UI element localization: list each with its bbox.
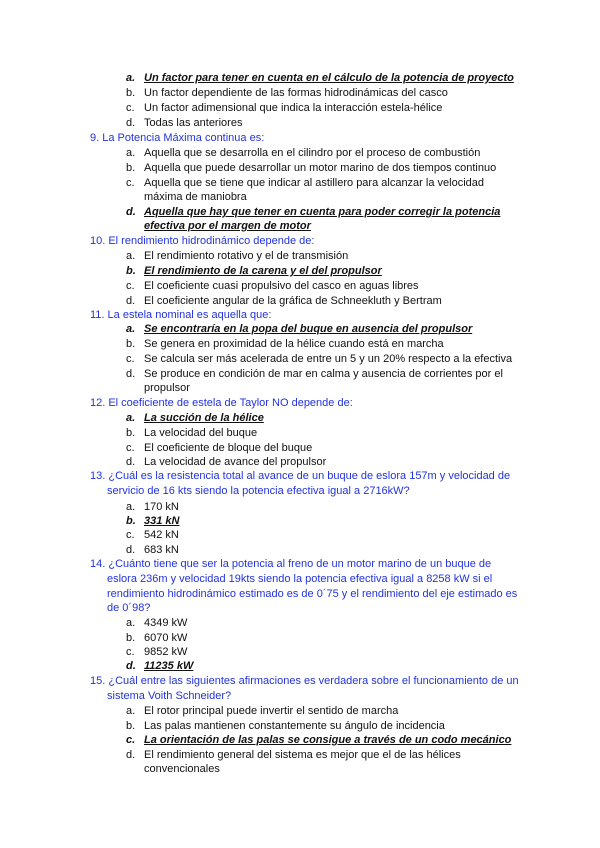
q14-title: 14. ¿Cuánto tiene que ser la potencia al freno de un motor marino de un buque de xyxy=(90,558,492,570)
q11-option-d-cont: propulsor xyxy=(144,382,190,394)
q14-option-d: d. 11235 kW xyxy=(126,660,194,672)
q15-option-d: d. El rendimiento general del sistema es mejor que el de las hélices xyxy=(126,749,461,761)
q8-option-d-text: Todas las anteriores xyxy=(144,117,243,129)
q10-title: 10. El rendimiento hidrodinámico depende de: xyxy=(90,235,315,247)
q10-option-d: d. El coeficiente angular de la gráfica de Schneekluth y Bertram xyxy=(126,295,442,307)
q13-option-b: b. 331 kN xyxy=(126,515,180,527)
q15-title-cont: sistema Voith Schneider? xyxy=(107,690,232,702)
q8-option-a: a. Un factor para tener en cuenta en el cálculo de la potencia de proyecto xyxy=(126,72,514,84)
q15-title: 15. ¿Cuál entre las siguientes afirmaciones es verdadera sobre el funcionamiento de un xyxy=(90,675,519,687)
q11-option-a: a. Se encontraría en la popa del buque en ausencia del propulsor xyxy=(126,323,473,335)
q14-option-a-text: 4349 kW xyxy=(144,617,188,629)
q12-option-a-text: La succión de la hélice xyxy=(144,412,264,424)
q11-title: 11. La estela nominal es aquella que: xyxy=(90,309,272,321)
q11-option-c: c. Se calcula ser más acelerada de entre un 5 y un 20% respecto a la efectiva xyxy=(126,353,513,365)
q9-option-c-cont: máxima de maniobra xyxy=(144,191,247,203)
q9-option-b-text: Aquella que puede desarrollar un motor marino de dos tiempos continuo xyxy=(144,162,497,174)
q15-option-a-text: El rotor principal puede invertir el sentido de marcha xyxy=(144,705,399,717)
q13-option-b-text: 331 kN xyxy=(144,515,180,527)
q9-title: 9. La Potencia Máxima continua es: xyxy=(90,132,265,144)
q15-option-d-cont: convencionales xyxy=(144,763,220,775)
q14-option-c: c. 9852 kW xyxy=(126,646,188,658)
q12-option-c-text: El coeficiente de bloque del buque xyxy=(144,442,313,454)
q15-option-c-text: La orientación de las palas se consigue a través de un codo mecánico xyxy=(144,734,512,746)
q12-option-b: b. La velocidad del buque xyxy=(126,427,258,439)
q14-option-b: b. 6070 kW xyxy=(126,632,188,644)
q13-option-d: d. 683 kN xyxy=(126,544,179,556)
q11-option-c-text: Se calcula ser más acelerada de entre un 5 y un 20% respecto a la efectiva xyxy=(144,353,513,365)
q15-option-a: a. El rotor principal puede invertir el sentido de marcha xyxy=(126,705,399,717)
q12-title: 12. El coeficiente de estela de Taylor NO depende de: xyxy=(90,397,353,409)
q8-option-d: d. Todas las anteriores xyxy=(126,117,243,129)
q12-option-d-text: La velocidad de avance del propulsor xyxy=(144,456,327,468)
q12-option-c: c. El coeficiente de bloque del buque xyxy=(126,442,313,454)
q9-option-c-text: Aquella que se tiene que indicar al astillero para alcanzar la velocidad xyxy=(144,177,484,189)
q14-title-cont-3: de 0´98? xyxy=(107,602,151,614)
q9-option-a: a. Aquella que se desarrolla en el cilindro por el proceso de combustión xyxy=(126,147,481,159)
q10-option-b: b. El rendimiento de la carena y el del propulsor xyxy=(126,265,382,277)
q10-option-c: c. El coeficiente cuasi propulsivo del casco en aguas libres xyxy=(126,280,419,292)
q13-option-c-text: 542 kN xyxy=(144,529,179,541)
q11-option-d-text: Se produce en condición de mar en calma y ausencia de corrientes por el xyxy=(144,368,503,380)
q14-option-d-text: 11235 kW xyxy=(144,660,194,672)
q10-option-a-text: El rendimiento rotativo y el de transmisión xyxy=(144,250,349,262)
q9-option-a-text: Aquella que se desarrolla en el cilindro por el proceso de combustión xyxy=(144,147,481,159)
q10-option-b-text: El rendimiento de la carena y el del propulsor xyxy=(144,265,382,277)
q10-option-c-text: El coeficiente cuasi propulsivo del casco en aguas libres xyxy=(144,280,419,292)
q14-title-cont-1: eslora 236m y velocidad 19kts siendo la potencia efectiva igual a 8258 kW si el xyxy=(107,573,493,585)
q9-option-d-cont: efectiva por el margen de motor xyxy=(144,220,311,232)
q13-option-d-text: 683 kN xyxy=(144,544,179,556)
q15-option-c: c. La orientación de las palas se consigue a través de un codo mecánico xyxy=(126,734,512,746)
q14-option-b-text: 6070 kW xyxy=(144,632,188,644)
q10-option-a: a. El rendimiento rotativo y el de transmisión xyxy=(126,250,349,262)
q8-option-b-text: Un factor dependiente de las formas hidrodinámicas del casco xyxy=(144,87,448,99)
q13-option-a-text: 170 kN xyxy=(144,501,179,513)
q8-option-a-text: Un factor para tener en cuenta en el cálculo de la potencia de proyecto xyxy=(144,72,514,84)
q12-option-a: a. La succión de la hélice xyxy=(126,412,264,424)
q8-option-c-text: Un factor adimensional que indica la interacción estela-hélice xyxy=(144,102,443,114)
q9-option-c: c. Aquella que se tiene que indicar al astillero para alcanzar la velocidad xyxy=(126,177,484,189)
q14-title-cont-2: rendimiento hidrodinámico estimado es de 0´75 y el rendimiento del eje estimado es xyxy=(107,588,518,600)
q12-option-b-text: La velocidad del buque xyxy=(144,427,258,439)
q13-option-a: a. 170 kN xyxy=(126,501,179,513)
q12-option-d: d. La velocidad de avance del propulsor xyxy=(126,456,327,468)
q15-option-d-text: El rendimiento general del sistema es mejor que el de las hélices xyxy=(144,749,461,761)
q14-option-c-text: 9852 kW xyxy=(144,646,188,658)
q15-option-b: b. Las palas mantienen constantemente su ángulo de incidencia xyxy=(126,720,445,732)
q9-option-d: d. Aquella que hay que tener en cuenta para poder corregir la potencia xyxy=(126,206,501,218)
q8-option-b: b. Un factor dependiente de las formas hidrodinámicas del casco xyxy=(126,87,448,99)
q9-option-b: b. Aquella que puede desarrollar un motor marino de dos tiempos continuo xyxy=(126,162,497,174)
q11-option-b-text: Se genera en proximidad de la hélice cuando está en marcha xyxy=(144,338,444,350)
q13-option-c: c. 542 kN xyxy=(126,529,179,541)
q10-option-d-text: El coeficiente angular de la gráfica de Schneekluth y Bertram xyxy=(144,295,442,307)
q11-option-a-text: Se encontraría en la popa del buque en ausencia del propulsor xyxy=(144,323,473,335)
q9-option-d-text: Aquella que hay que tener en cuenta para poder corregir la potencia xyxy=(144,206,501,218)
q15-option-b-text: Las palas mantienen constantemente su ángulo de incidencia xyxy=(144,720,445,732)
q8-option-c: c. Un factor adimensional que indica la interacción estela-hélice xyxy=(126,102,443,114)
q11-option-d: d. Se produce en condición de mar en calma y ausencia de corrientes por el xyxy=(126,368,503,380)
q13-title: 13. ¿Cuál es la resistencia total al avance de un buque de eslora 157m y velocidad de xyxy=(90,470,511,482)
q14-option-a: a. 4349 kW xyxy=(126,617,188,629)
q13-title-cont: servicio de 16 kts siendo la potencia efectiva igual a 2716kW? xyxy=(107,485,410,497)
q11-option-b: b. Se genera en proximidad de la hélice cuando está en marcha xyxy=(126,338,444,350)
